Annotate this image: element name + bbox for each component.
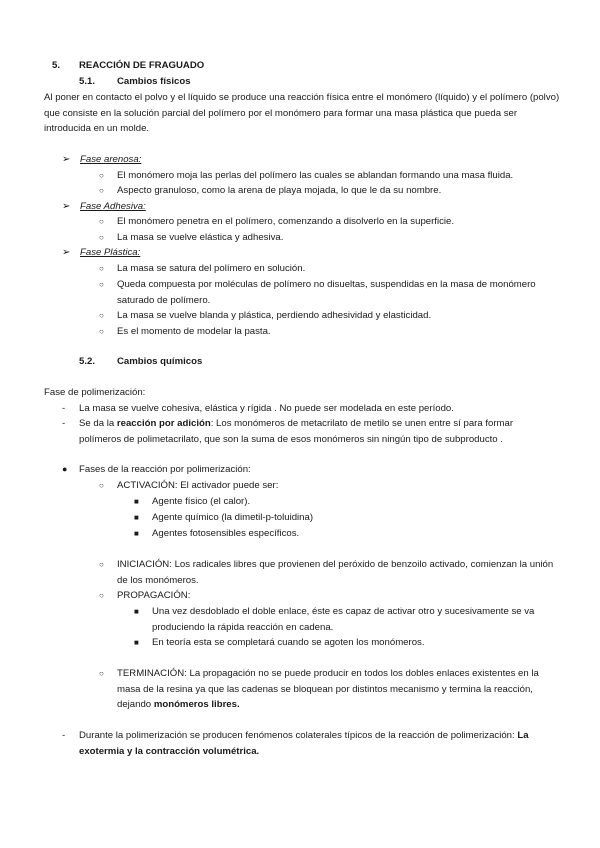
list-item: Queda compuesta por moléculas de polímero no disueltas, suspendidas en la masa de monómero saturado de polímero. — [117, 279, 536, 306]
termination-text: TERMINACIÓN: La propagación no se puede producir en todos los dobles enlaces existentes en la masa de la resina ya que las cadenas se bloquean por distintos mecanismo y termina la reacción, dejando monómeros libres. — [117, 668, 539, 711]
circle-bullet-icon: ○ — [99, 327, 104, 336]
circle-bullet-icon: ○ — [99, 264, 104, 273]
initiation-text: INICIACIÓN: Los radicales libres que provienen del peróxido de benzoilo activado, comienzan la unión de los monómeros. — [117, 559, 554, 586]
section-number: 5. — [52, 60, 61, 71]
arrow-bullet-icon: ➢ — [62, 154, 71, 165]
subsection-number: 5.2. — [79, 356, 96, 367]
subsection-number: 5.1. — [79, 76, 96, 87]
phase-title: Fase Adhesiva: — [80, 201, 146, 212]
list-item: La masa se vuelve cohesiva, elástica y rígida . No puede ser modelada en este período. — [79, 403, 454, 414]
polymerization-heading: Fase de polimerización: — [44, 387, 146, 398]
circle-bullet-icon: ○ — [99, 669, 104, 678]
square-bullet-icon: ■ — [134, 607, 139, 616]
list-item: El monómero penetra en el polímero, comenzando a disolverlo en la superficie. — [117, 216, 455, 227]
list-item: Agente químico (la dimetil-p-toluidina) — [152, 512, 314, 523]
final-paragraph: Durante la polimerización se producen fenómenos colaterales típicos de la reacción de polimerización: La exotermia y la contracción volumétrica. — [79, 730, 529, 757]
list-item: Agentes fotosensibles específicos. — [152, 528, 300, 539]
intro-paragraph: Al poner en contacto el polvo y el líquido se produce una reacción física entre el monómero (líquido) y el polímero (polvo) que consiste en la solución parcial del polímero por el monómero para formar una masa plástica que pueda ser introducida en un molde. — [44, 92, 560, 135]
circle-bullet-icon: ○ — [99, 186, 104, 195]
list-item: La masa se satura del polímero en solución. — [117, 263, 306, 274]
square-bullet-icon: ■ — [134, 638, 139, 647]
circle-bullet-icon: ○ — [99, 233, 104, 242]
list-item: Agente físico (el calor). — [152, 496, 251, 507]
circle-bullet-icon: ○ — [99, 217, 104, 226]
subsection-title: Cambios químicos — [117, 356, 203, 367]
arrow-bullet-icon: ➢ — [62, 201, 71, 212]
dash-bullet: - — [62, 730, 66, 741]
circle-bullet-icon: ○ — [99, 481, 104, 490]
activation-label: ACTIVACIÓN: El activador puede ser: — [117, 480, 279, 491]
section-title: REACCIÓN DE FRAGUADO — [79, 60, 205, 71]
list-item: Una vez desdoblado el doble enlace, éste es capaz de activar otro y sucesivamente se va produciendo la rápida reacción en cadena. — [152, 606, 535, 633]
dash-bullet: - — [62, 418, 66, 429]
circle-bullet-icon: ○ — [99, 591, 104, 600]
list-item: El monómero moja las perlas del polímero las cuales se ablandan formando una masa fluida. — [117, 170, 514, 181]
list-item: Fases de la reacción por polimerización: — [79, 464, 251, 475]
phase-title: Fase Plástica: — [80, 247, 141, 258]
list-item: Se da la reacción por adición: Los monómeros de metacrilato de metilo se unen entre sí para formar polímeros de polimetacrilato, que son la suma de esos monómeros sin ningún tipo de subproducto . — [79, 418, 514, 445]
list-item: Es el momento de modelar la pasta. — [117, 326, 271, 337]
subsection-title: Cambios físicos — [117, 76, 191, 87]
list-item: En teoría esta se completará cuando se agoten los monómeros. — [152, 637, 425, 648]
square-bullet-icon: ■ — [134, 513, 139, 522]
list-item: La masa se vuelve blanda y plástica, perdiendo adhesividad y elasticidad. — [117, 310, 432, 321]
list-item: La masa se vuelve elástica y adhesiva. — [117, 232, 284, 243]
list-item: Aspecto granuloso, como la arena de playa mojada, lo que le da su nombre. — [117, 185, 442, 196]
circle-bullet-icon: ○ — [99, 280, 104, 289]
circle-bullet-icon: ○ — [99, 311, 104, 320]
square-bullet-icon: ■ — [134, 497, 139, 506]
dot-bullet-icon: ● — [62, 464, 68, 474]
square-bullet-icon: ■ — [134, 529, 139, 538]
propagation-label: PROPAGACIÓN: — [117, 590, 191, 601]
phase-title: Fase arenosa: — [80, 154, 142, 165]
arrow-bullet-icon: ➢ — [62, 247, 71, 258]
dash-bullet: - — [62, 403, 66, 414]
circle-bullet-icon: ○ — [99, 171, 104, 180]
circle-bullet-icon: ○ — [99, 560, 104, 569]
